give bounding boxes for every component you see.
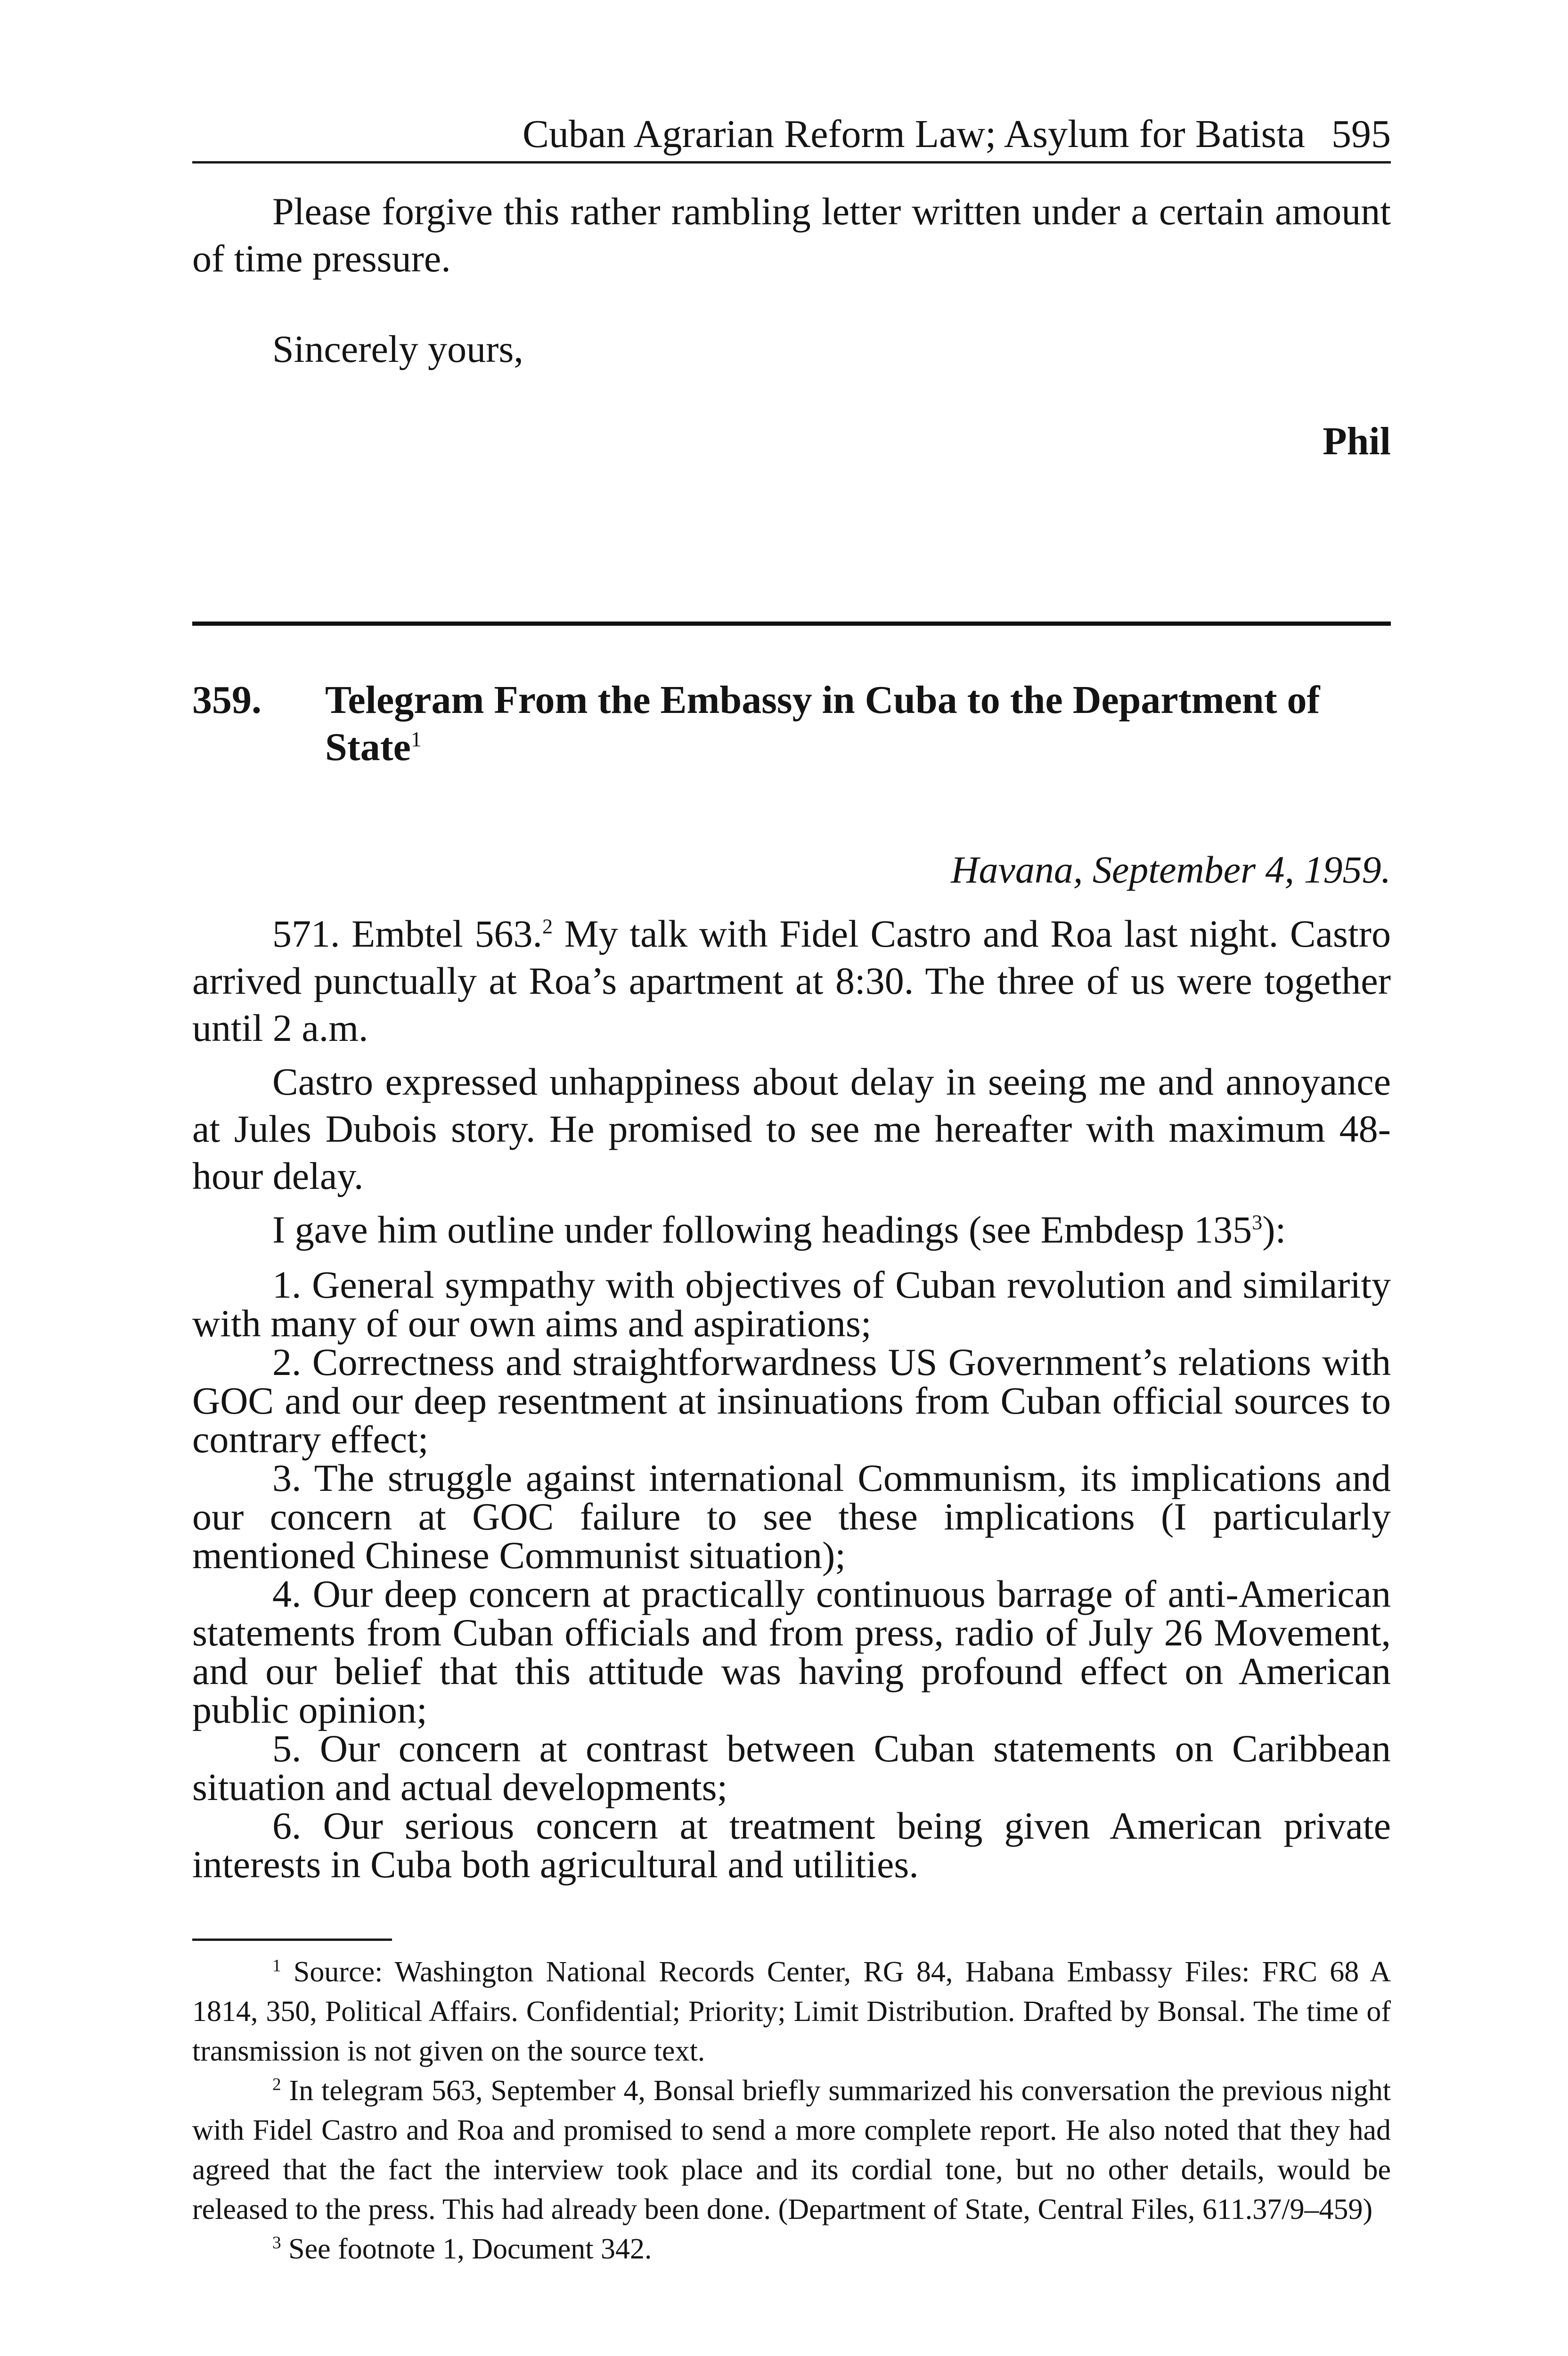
telegram-paragraph-outline — [192, 1206, 1391, 1253]
footnote-1 — [192, 1952, 1391, 2071]
document-page — [192, 108, 1391, 2269]
outline-list — [192, 1263, 1391, 1886]
footnote-ref-1: 1 — [410, 728, 422, 751]
list-item: 3. The struggle against international Communism, its implications and our concern at GOC failure to see these implications (I particularly mentioned Chinese Communist situation); — [192, 1456, 1391, 1577]
telegram-number-ref: 571. Embtel 563. — [272, 912, 543, 955]
footnote-ref-2: 2 — [542, 915, 553, 938]
outline-text: I gave him outline under following headings (see Embdesp 135 — [272, 1208, 1252, 1251]
list-item: 1. General sympathy with objectives of Cuban revolution and similarity with many of our own aims and aspirations; — [192, 1263, 1391, 1345]
page-number: 595 — [1331, 112, 1391, 156]
running-head — [192, 108, 1391, 160]
footnote-ref-3: 3 — [1252, 1211, 1263, 1234]
footnote-text: In telegram 563, September 4, Bonsal briefly summarized his conversation the previous night with Fidel Castro and Roa and promised to send a more complete report. He also noted that they had agreed that the fact the interview took place and its cordial tone, but no other details, would be released to the press. This had already been done. (Department of State, Central Files, 611.37/9–459) — [192, 2075, 1391, 2225]
running-head-title: Cuban Agrarian Reform Law; Asylum for Batista — [522, 112, 1305, 156]
list-item: 6. Our serious concern at treatment being given American private interests in Cuba both agricultural and utilities. — [192, 1804, 1391, 1886]
telegram-paragraph-571 — [192, 910, 1391, 1052]
letter-salutation: Sincerely yours, — [272, 327, 523, 370]
footnote-marker: 2 — [272, 2075, 281, 2094]
footnote-3 — [192, 2229, 1391, 2269]
document-title-block — [325, 677, 1391, 771]
telegram-paragraph-castro: Castro expressed unhappiness about delay in seeing me and annoyance at Jules Dubois story. He promised to see me hereafter with maximum 48-hour delay. — [192, 1060, 1391, 1197]
list-item: 5. Our concern at contrast between Cuban statements on Caribbean situation and actual developments; — [192, 1727, 1391, 1808]
document-title: Telegram From the Embassy in Cuba to the Department of State — [325, 678, 1320, 769]
dateline: Havana, September 4, 1959. — [951, 848, 1391, 891]
document-number: 359. — [192, 678, 261, 722]
document-heading — [192, 677, 1391, 771]
footnotes — [192, 1952, 1391, 2269]
telegram-paragraph-571-text: My talk with Fidel Castro and Roa last night. Castro arrived punctually at Roa’s apartment at 8:30. The three of us were together until 2 a.m. — [192, 912, 1391, 1049]
header-rule — [192, 161, 1391, 164]
footnote-text: Source: Washington National Records Center, RG 84, Habana Embassy Files: FRC 68 A 1814, 350, Political Affairs. Confidential; Priority; Limit Distribution. Drafted by Bonsal. The time of transmission is not given on the source text. — [192, 1956, 1391, 2067]
list-item: 4. Our deep concern at practically continuous barrage of anti-American statements from Cuban officials and from press, radio of July 26 Movement, and our belief that this attitude was having profound effect on American public opinion; — [192, 1572, 1391, 1731]
footnote-text: See footnote 1, Document 342. — [281, 2233, 652, 2265]
footnote-rule — [192, 1939, 392, 1941]
letter-signature: Phil — [1323, 419, 1391, 463]
footnote-marker: 1 — [272, 1956, 281, 1976]
footnote-marker: 3 — [272, 2233, 281, 2253]
section-divider-rule — [192, 622, 1391, 626]
list-item: 2. Correctness and straightforwardness US Government’s relations with GOC and our deep resentment at insinuations from Cuban official sources to contrary effect; — [192, 1341, 1391, 1461]
outline-text-end: ): — [1262, 1208, 1286, 1251]
footnote-2 — [192, 2071, 1391, 2229]
letter-closing-paragraph: Please forgive this rather rambling letter written under a certain amount of time pressure. — [192, 190, 1391, 280]
